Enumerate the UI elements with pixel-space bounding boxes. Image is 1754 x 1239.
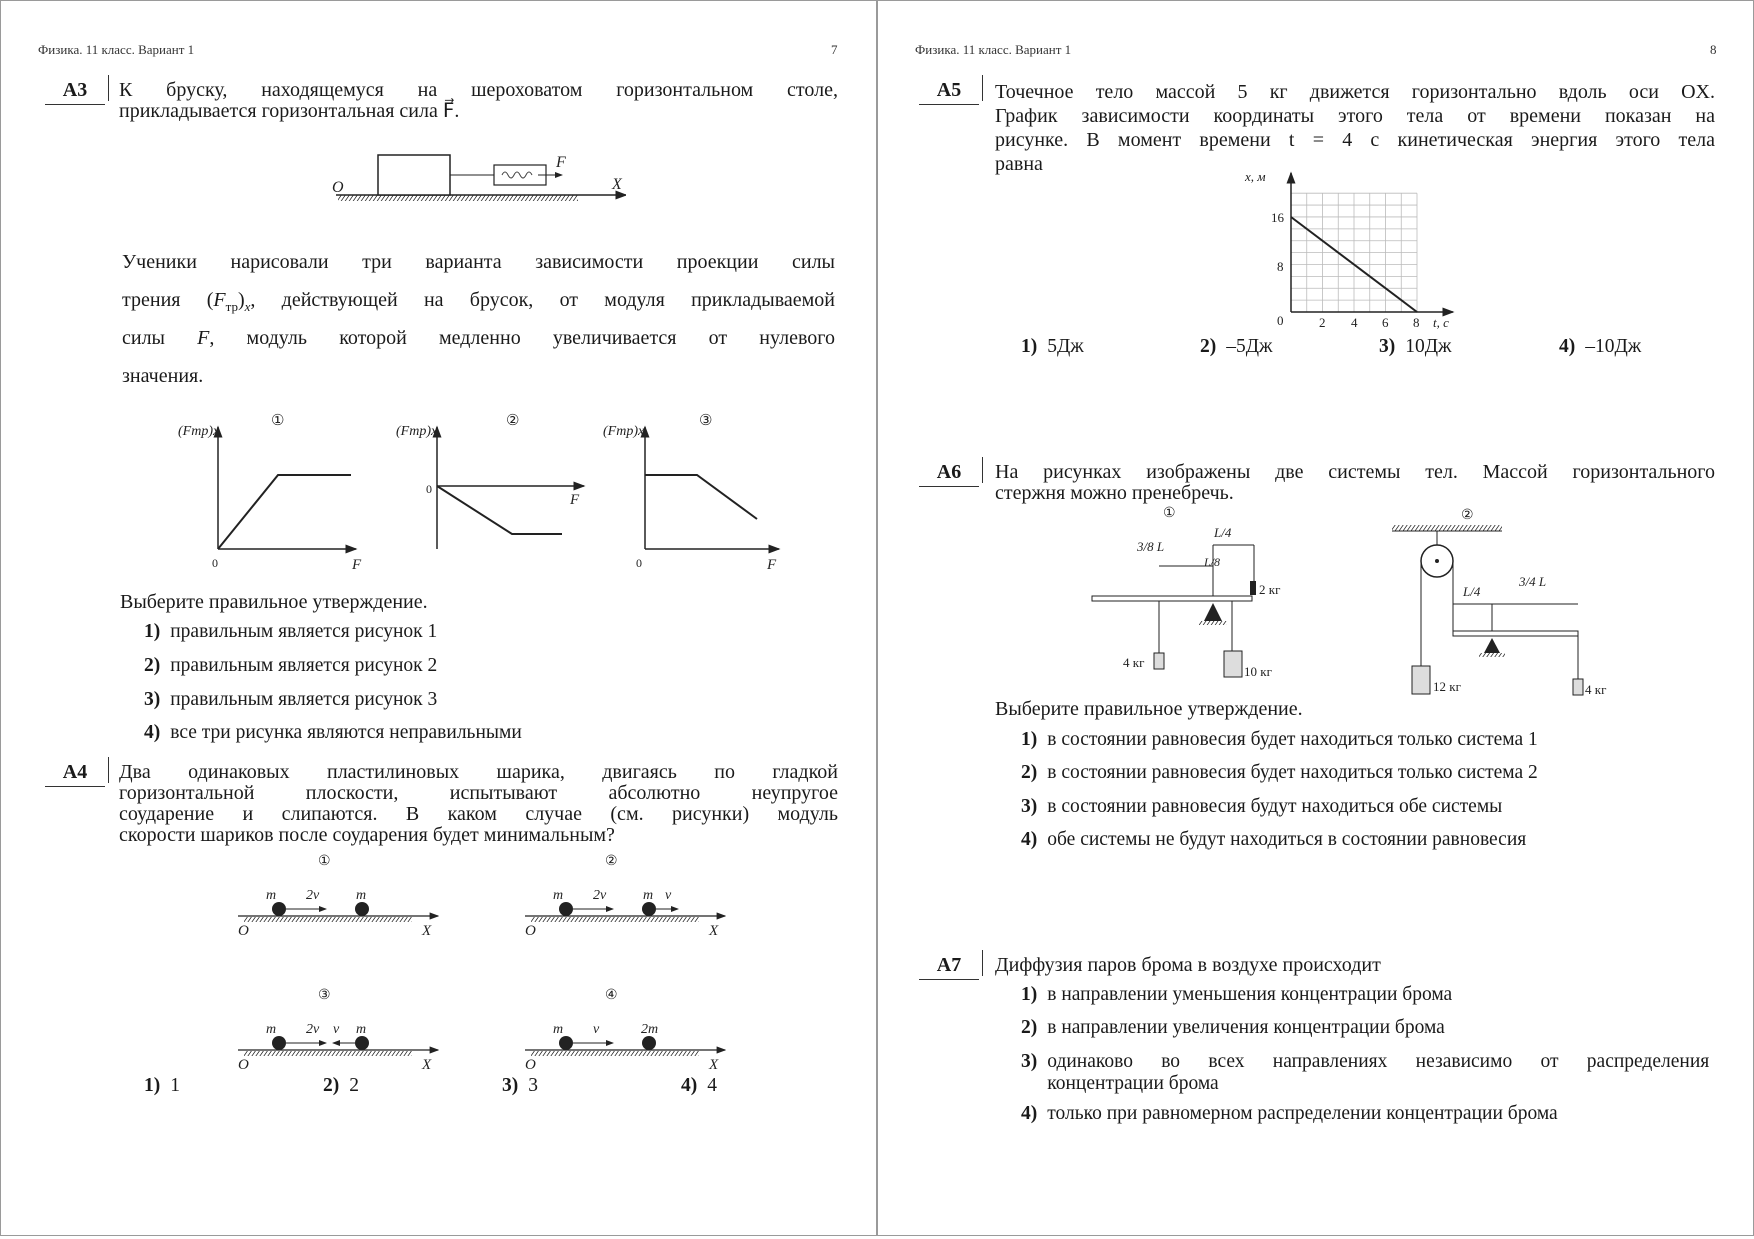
option-text: все три рисунка являются неправильными [170,722,522,743]
a4-question-line: скорости шариков после соударения будет минимальным? [119,824,615,846]
option-number: 4) [1559,336,1576,357]
origin-label: 0 [212,556,218,570]
pivot-base [1199,621,1227,625]
system-2-figure [1387,501,1637,701]
answer-option[interactable] [1200,336,1273,358]
text: , модуль которой медленно увеличивается от нулевого [209,327,835,349]
figure-number: ④ [605,988,618,1003]
collision-figure-3 [226,983,446,1073]
a4-question-line: соударение и слипаются. В каком случае (см. рисунки) модуль [119,803,838,825]
option-number: 1) [144,1075,161,1096]
graph-line [645,475,757,519]
paragraph-line [122,319,835,357]
option-text: 10Дж [1405,336,1452,357]
a4-question-line: горизонтальной плоскости, испытывают абсолютно неупругое [119,782,838,804]
question-label-a7: А7 [919,954,979,980]
origin-label: O [238,923,249,939]
graph-number: ② [506,413,520,429]
velocity-label: v⃗ [593,1022,611,1037]
mass-label: m [356,1022,367,1037]
option-text [1047,1051,1709,1095]
ball [355,902,369,916]
option-number: 1) [144,621,161,642]
y-axis-label: (Fтр)x [178,424,220,439]
y-tick-label: 16 [1271,210,1284,225]
graph-1 [176,409,366,574]
distance-label: L/4 [1214,525,1232,540]
question-label-a4: А4 [45,761,105,787]
option-text: в состоянии равновесия будут находиться обе системы [1047,796,1503,817]
option-text: в направлении уменьшения концентрации брома [1047,984,1453,1005]
weight-2kg [1250,581,1256,595]
answer-option[interactable] [1021,984,1452,1006]
mass-label: 12 кг [1433,679,1461,694]
option-number: 3) [1379,336,1396,357]
answer-option[interactable] [1021,796,1502,818]
surface [531,917,699,922]
axis-label: X [422,923,432,939]
x-tick-label: 2 [1319,315,1326,330]
option-text: 3 [528,1075,538,1096]
option-text: только при равномерном распределении концентрации брома [1047,1103,1558,1124]
a6-question-line: На рисунках изображены две системы тел. Массой горизонтального [995,461,1715,483]
question-label-a5: А5 [919,79,979,105]
question-label-a3: А3 [45,79,105,105]
running-header: Физика. 11 класс. Вариант 1 [915,42,1072,57]
option-text: обе системы не будут находиться в состоянии равновесия [1047,829,1527,850]
text: ) [237,289,245,311]
velocity-label: 2v⃗ [306,1022,331,1037]
answer-option[interactable] [1021,336,1084,358]
a5-question-line: Точечное тело массой 5 кг движется горизонтально вдоль оси OX. [995,81,1715,103]
axis-label: X [422,1057,432,1073]
origin-label: O [238,1057,249,1073]
option-number: 4) [1021,829,1038,850]
y-tick-label: 8 [1277,259,1284,274]
rod [1453,631,1578,636]
x-axis-label: t, с [1433,315,1449,330]
y-axis-label: (Fтр)x [603,424,645,439]
ceiling-hatch [1392,525,1502,531]
a3-question-line: К бруску, находящемуся на шероховатом горизонтальном столе, [119,79,838,101]
answer-option[interactable] [144,655,437,677]
a6-question [995,462,1715,504]
x-tick-label: 8 [1413,315,1420,330]
answer-option[interactable] [144,1075,180,1097]
page-number: 8 [1710,42,1717,57]
answer-option[interactable] [1559,336,1641,358]
answer-option[interactable] [144,621,437,643]
a3-paragraph [122,243,835,395]
origin-label: 0 [426,482,432,496]
symbol: F [213,289,226,311]
distance-label: 3/8 L [1137,539,1165,554]
y-axis-label: (Fтр)x [396,424,438,439]
option-number: 1) [1021,336,1038,357]
origin-label: O [525,923,536,939]
ball [559,902,573,916]
mass-label: m [553,1022,564,1037]
option-text-line: одинаково во всех направлениях независимо от распределения [1047,1051,1710,1072]
pivot-base [1479,653,1505,657]
graph-number: ③ [699,413,713,429]
a5-question [995,80,1715,176]
a5-question-line: равна [995,153,1043,175]
graph-3 [601,409,791,574]
distance-label: L/8 [1204,555,1221,569]
velocity-label: v⃗ [665,888,683,903]
figure-number: ③ [318,988,331,1003]
graph-line [437,486,562,534]
option-number: 4) [144,722,161,743]
mass-label: 2m [641,1022,659,1037]
answer-option[interactable] [1021,1051,1709,1095]
mass-label: m [266,1022,277,1037]
right-page [876,0,1754,1236]
answer-option[interactable] [502,1075,538,1097]
x-axis-label: F [570,492,580,508]
option-number: 3) [502,1075,519,1096]
block [378,155,450,195]
option-text: 1 [170,1075,180,1096]
graph-2 [394,409,594,574]
collision-figure-1 [226,849,446,939]
table-surface [338,195,578,201]
option-number: 2) [1021,762,1038,783]
option-text: правильным является рисунок 3 [170,689,438,710]
system-number: ① [1163,506,1176,521]
mass-label: 4 кг [1123,655,1145,670]
option-number: 2) [1021,1017,1038,1038]
option-number: 1) [1021,729,1038,750]
answer-option[interactable] [681,1075,717,1097]
figure-number: ① [318,854,331,869]
page-number: 7 [831,42,838,57]
answer-option[interactable] [1021,729,1538,751]
paragraph-line [122,281,835,319]
velocity-label: v⃗ [333,1022,351,1037]
ball [559,1036,573,1050]
option-number: 3) [144,689,161,710]
option-number: 2) [323,1075,340,1096]
y-tick-label: 0 [1277,313,1284,328]
ball [272,1036,286,1050]
surface [244,917,412,922]
x-axis-label: F [767,557,777,573]
answer-option[interactable] [1021,1103,1558,1125]
weight-4kg [1154,653,1164,669]
pivot-icon [1204,603,1222,621]
option-text: –5Дж [1226,336,1273,357]
option-number: 3) [1021,1051,1038,1072]
paragraph-line: Ученики нарисовали три варианта зависимости проекции силы [122,251,835,273]
option-number: 4) [1021,1103,1038,1124]
question-label-a6: А6 [919,461,979,487]
option-text-line: концентрации брома [1047,1073,1219,1094]
distance-label: 3/4 L [1519,574,1547,589]
option-number: 2) [144,655,161,676]
option-text: в состоянии равновесия будет находиться только система 2 [1047,762,1538,783]
option-text: правильным является рисунок 2 [170,655,438,676]
text: трения ( [122,289,214,311]
subscript: x [244,299,251,314]
a3-question-line: прикладывается горизонтальная сила F⃗. [119,100,460,122]
ball [642,902,656,916]
ball [642,1036,656,1050]
mass-label: m [643,888,654,903]
mass-label: m [553,888,564,903]
system-number: ② [1461,508,1474,523]
surface [531,1051,699,1056]
ball [355,1036,369,1050]
left-page [0,0,878,1236]
pivot-icon [1484,638,1500,653]
collision-figure-4 [513,983,733,1073]
a4-question-line: Два одинаковых пластилиновых шарика, двигаясь по гладкой [119,761,838,783]
x-tick-label: 6 [1382,315,1389,330]
pulley-axle [1435,559,1439,563]
answer-option[interactable] [1021,1017,1445,1039]
mass-label: m [356,888,367,903]
option-text: правильным является рисунок 1 [170,621,438,642]
mass-label: 4 кг [1585,682,1607,697]
weight-12kg [1412,666,1430,694]
option-number: 4) [681,1075,698,1096]
graph-number: ① [271,413,285,429]
system-1-figure [1089,501,1319,691]
mass-label: 2 кг [1259,582,1281,597]
a3-block-figure [326,147,626,207]
a3-prompt: Выберите правильное утверждение. [120,591,428,613]
answer-option[interactable] [1379,336,1452,358]
a6-question-line: стержня можно пренебречь. [995,482,1234,504]
origin-label: O [525,1057,536,1073]
a5-question-line: График зависимости координаты этого тела от времени показан на [995,105,1715,127]
a3-question [119,80,838,122]
answer-option[interactable] [1021,762,1538,784]
axis-label: X [709,1057,719,1073]
rod [1092,596,1252,601]
option-number: 2) [1200,336,1217,357]
axis-label: X [612,176,622,193]
answer-option[interactable] [144,689,437,711]
weight-4kg [1573,679,1583,695]
graph-line [218,475,351,549]
symbol: F [197,327,210,349]
ball [272,902,286,916]
text: , действующей на брусок, от модуля прикладываемой [250,289,835,311]
distance-label: L/4 [1463,584,1481,599]
origin-label: 0 [636,556,642,570]
collision-figure-2 [513,849,733,939]
option-text: 2 [349,1075,359,1096]
figure-number: ② [605,854,618,869]
origin-label: O [332,179,344,196]
a5-position-time-chart [1243,167,1463,337]
a5-question-line: рисунке. В момент времени t = 4 с кинетическая энергия этого тела [995,129,1715,151]
a4-question [119,762,838,846]
paragraph-line: значения. [122,365,204,387]
x-tick-label: 4 [1351,315,1358,330]
option-text: –10Дж [1585,336,1642,357]
answer-option[interactable] [323,1075,359,1097]
option-text: в направлении увеличения концентрации брома [1047,1017,1445,1038]
option-text: 5Дж [1047,336,1084,357]
a7-question: Диффузия паров брома в воздухе происходит [995,954,1381,976]
answer-option[interactable] [1021,829,1526,851]
text: силы [122,327,198,349]
x-axis-label: F [352,557,362,573]
subscript: тр [225,299,238,314]
weight-10kg [1224,651,1242,677]
option-number: 1) [1021,984,1038,1005]
velocity-label: 2v⃗ [593,888,618,903]
surface [244,1051,412,1056]
option-text: в состоянии равновесия будет находиться только система 1 [1047,729,1538,750]
option-text: 4 [707,1075,717,1096]
a6-prompt: Выберите правильное утверждение. [995,698,1303,720]
running-header: Физика. 11 класс. Вариант 1 [38,42,195,57]
option-number: 3) [1021,796,1038,817]
y-axis-label: x, м [1245,169,1266,184]
axis-label: X [709,923,719,939]
answer-option[interactable] [144,722,522,744]
mass-label: m [266,888,277,903]
force-label: F⃗ [556,154,579,171]
mass-label: 10 кг [1244,664,1272,679]
velocity-label: 2v⃗ [306,888,331,903]
